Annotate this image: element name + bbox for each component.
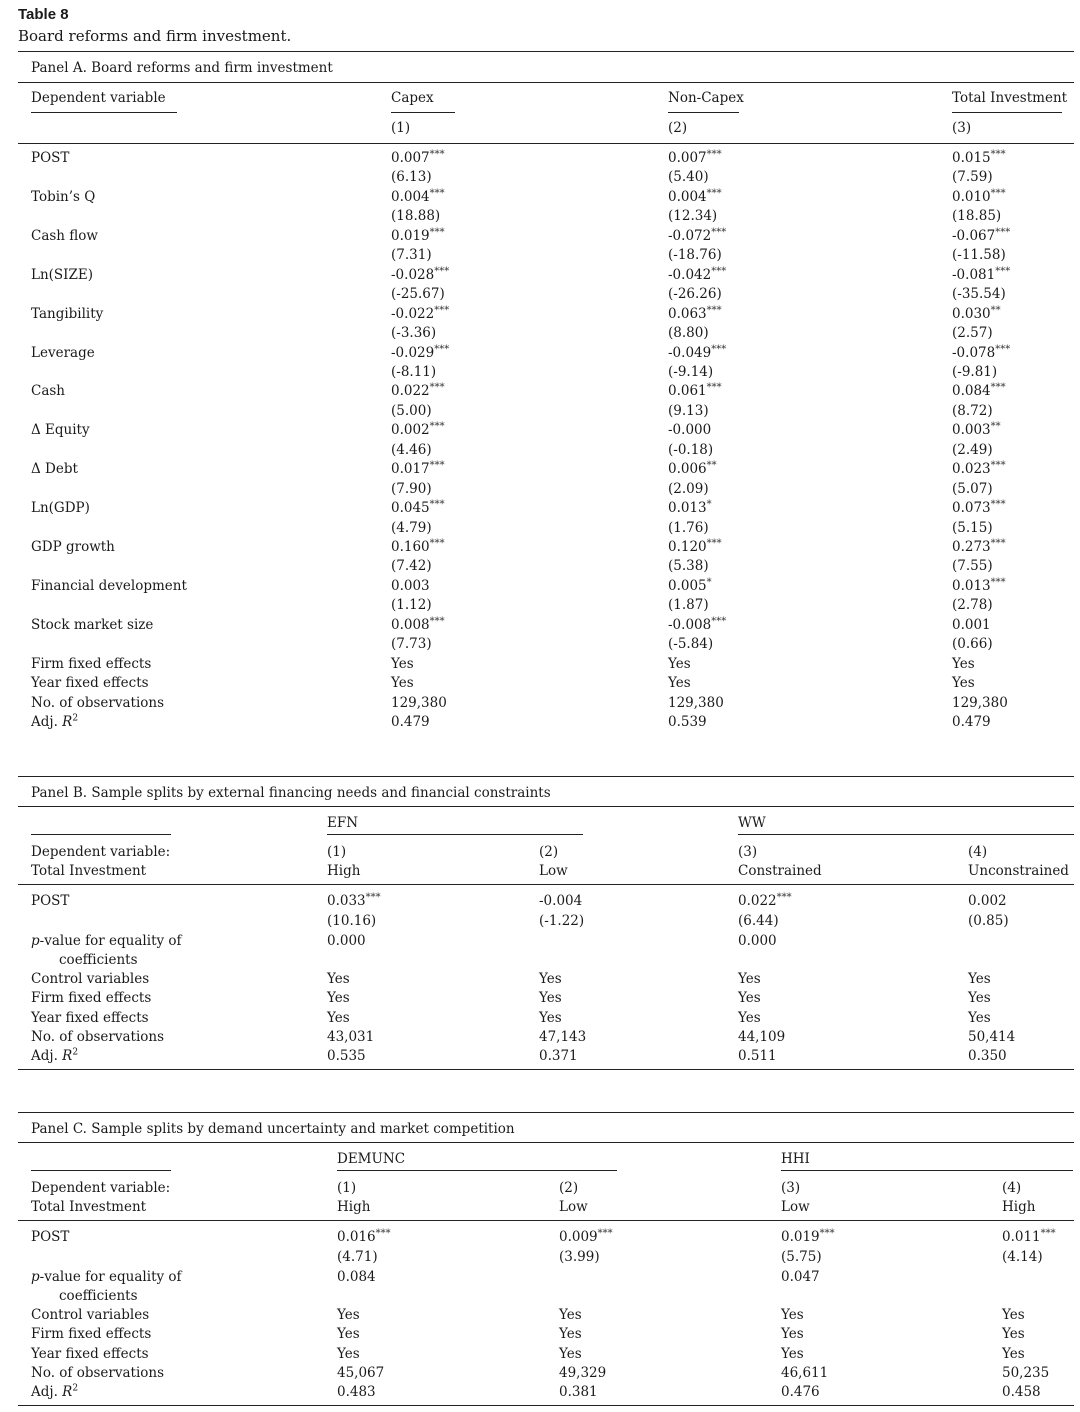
- row-label: Ln(SIZE): [31, 266, 94, 283]
- table-cell: 0.009***: [559, 1228, 613, 1245]
- table-cell: (7.90): [391, 480, 432, 497]
- significance-stars: ***: [995, 265, 1011, 277]
- significance-stars: ***: [429, 538, 445, 549]
- table-rule: [337, 1170, 617, 1171]
- significance-stars: ***: [990, 460, 1006, 472]
- table-cell: 0.381: [559, 1384, 598, 1400]
- table-cell: 0.483: [337, 1384, 376, 1400]
- table-cell: 0.033***: [327, 892, 381, 909]
- table-cell: 46,611: [781, 1365, 829, 1381]
- table-cell: -0.004: [539, 893, 583, 909]
- table-cell: -0.078***: [952, 343, 1011, 361]
- table-rule: [18, 82, 1074, 83]
- table-cell: Yes: [559, 1346, 582, 1362]
- table-rule: [391, 112, 455, 113]
- table-cell: Yes: [559, 1326, 582, 1342]
- table-cell: Yes: [391, 655, 414, 672]
- table-rule: [18, 143, 1074, 144]
- significance-stars: ***: [365, 892, 381, 903]
- table-cell: (-8.11): [391, 363, 437, 380]
- table-cell: 50,235: [1002, 1365, 1050, 1381]
- table-cell: 0.016***: [337, 1228, 391, 1245]
- table-rule: [18, 776, 1074, 777]
- table-cell: (6.44): [738, 913, 779, 929]
- significance-stars: ***: [990, 382, 1006, 394]
- col-num: (1): [337, 1180, 357, 1196]
- table-cell: 0.539: [668, 714, 707, 731]
- table-cell: -0.022***: [391, 304, 450, 322]
- table-cell: 129,380: [391, 694, 447, 711]
- table-rule: [18, 1112, 1074, 1113]
- col-sub: Unconstrained: [968, 863, 1069, 879]
- table-rule: [738, 834, 1074, 835]
- table-cell: (-5.84): [668, 636, 714, 653]
- significance-stars: ***: [434, 304, 450, 316]
- table-cell: Yes: [668, 675, 691, 692]
- panel-a-col-head: Total Investment: [952, 90, 1068, 106]
- significance-stars: ***: [711, 226, 727, 238]
- table-cell: Yes: [337, 1307, 360, 1323]
- row-label: Control variables: [31, 971, 150, 987]
- table-cell: 0.022***: [391, 382, 445, 400]
- table-cell: (4.46): [391, 441, 432, 458]
- table-rule: [31, 112, 177, 113]
- row-label: Adj. $R^2$: [31, 1047, 79, 1064]
- table-cell: Yes: [968, 990, 991, 1006]
- table-rule: [18, 1405, 1074, 1406]
- table-cell: 0.010***: [952, 187, 1006, 205]
- table-cell: 0.023***: [952, 460, 1006, 478]
- table-cell: (-9.81): [952, 363, 998, 380]
- table-cell: 0.013*: [668, 499, 712, 517]
- row-label: POST: [31, 150, 70, 166]
- table-cell: (5.40): [668, 169, 709, 186]
- table-cell: 0.073***: [952, 499, 1006, 517]
- table-cell: (0.85): [968, 913, 1009, 929]
- table-cell: 0.476: [781, 1384, 820, 1400]
- table-cell: (-0.18): [668, 441, 714, 458]
- row-label: Δ Debt: [31, 461, 78, 478]
- table-cell: 0.019***: [781, 1228, 835, 1245]
- table-cell: 0.084: [337, 1269, 376, 1285]
- significance-stars: ***: [990, 538, 1006, 549]
- table-cell: 0.001: [952, 616, 991, 633]
- table-cell: Yes: [539, 971, 562, 987]
- table-cell: (2.78): [952, 597, 993, 614]
- table-cell: (10.16): [327, 913, 377, 929]
- significance-stars: ***: [776, 892, 792, 903]
- table-cell: 0.458: [1002, 1384, 1041, 1400]
- table-cell: Yes: [668, 655, 691, 672]
- table-rule: [668, 112, 739, 113]
- table-cell: 0.535: [327, 1048, 366, 1064]
- significance-stars: ***: [429, 149, 445, 160]
- table-cell: (-35.54): [952, 286, 1006, 303]
- row-label: POST: [31, 893, 70, 909]
- table-cell: (6.13): [391, 169, 432, 186]
- panel-caption: Panel B. Sample splits by external financing needs and financial constraints: [31, 785, 551, 801]
- col-sub: Low: [781, 1199, 810, 1215]
- table-cell: 0.007***: [391, 149, 445, 166]
- row-label: p-value for equality of: [31, 933, 182, 949]
- table-cell: 0.008***: [391, 615, 445, 633]
- row-label: Year fixed effects: [31, 1010, 149, 1026]
- table-cell: Yes: [738, 1010, 761, 1026]
- table-cell: 47,143: [539, 1029, 587, 1045]
- significance-stars: ***: [706, 187, 722, 199]
- table-cell: 50,414: [968, 1029, 1016, 1045]
- table-cell: Yes: [327, 971, 350, 987]
- table-rule: [31, 1170, 171, 1171]
- row-label: Firm fixed effects: [31, 1326, 152, 1342]
- col-sub: Low: [559, 1199, 588, 1215]
- table-cell: Yes: [337, 1326, 360, 1342]
- significance-stars: *: [706, 576, 712, 588]
- table-cell: 0.000: [738, 933, 777, 949]
- table-cell: 0.084***: [952, 382, 1006, 400]
- table-cell: Yes: [1002, 1326, 1025, 1342]
- table-cell: (7.31): [391, 247, 432, 264]
- table-cell: 0.047: [781, 1269, 820, 1285]
- row-label: Cash: [31, 383, 66, 400]
- significance-stars: ***: [434, 343, 450, 355]
- row-label: Year fixed effects: [31, 675, 149, 692]
- row-label: No. of observations: [31, 1029, 165, 1045]
- table-cell: 0.003**: [952, 421, 1001, 439]
- significance-stars: ***: [990, 149, 1006, 160]
- table-cell: (5.38): [668, 558, 709, 575]
- row-label: Firm fixed effects: [31, 990, 152, 1006]
- table-rule: [18, 51, 1074, 52]
- table-cell: Yes: [738, 990, 761, 1006]
- row-label: POST: [31, 1229, 70, 1245]
- table-cell: (8.72): [952, 402, 993, 419]
- significance-stars: ***: [706, 538, 722, 549]
- significance-stars: ***: [1040, 1228, 1056, 1239]
- panel-a-col-num: (1): [391, 120, 411, 136]
- significance-stars: ***: [375, 1228, 391, 1239]
- table-cell: (-25.67): [391, 286, 445, 303]
- significance-stars: ***: [819, 1228, 835, 1239]
- table-cell: Yes: [327, 990, 350, 1006]
- significance-stars: ***: [429, 382, 445, 394]
- table-cell: (9.13): [668, 402, 709, 419]
- row-label: Firm fixed effects: [31, 655, 152, 672]
- table-cell: -0.067***: [952, 226, 1011, 244]
- row-label: Tobin’s Q: [31, 188, 96, 205]
- table-cell: Yes: [968, 1010, 991, 1026]
- table-cell: (4.14): [1002, 1249, 1043, 1265]
- col-num: (1): [327, 844, 347, 860]
- table-cell: 0.479: [952, 714, 991, 731]
- row-label: Cash flow: [31, 227, 98, 244]
- table-cell: 0.030**: [952, 304, 1001, 322]
- table-cell: (8.80): [668, 325, 709, 342]
- row-label: No. of observations: [31, 1365, 165, 1381]
- panel-a-col-num: (2): [668, 120, 688, 136]
- table-title: Table 8: [18, 6, 69, 23]
- dep-label: Total Investment: [31, 863, 147, 879]
- table-cell: 0.019***: [391, 226, 445, 244]
- table-rule: [18, 1069, 1074, 1070]
- row-label: Stock market size: [31, 616, 154, 633]
- table-cell: (5.75): [781, 1249, 822, 1265]
- table-cell: 0.002: [968, 893, 1007, 909]
- table-cell: 0.160***: [391, 538, 445, 555]
- table-cell: Yes: [391, 675, 414, 692]
- significance-stars: ***: [711, 265, 727, 277]
- table-cell: (4.79): [391, 519, 432, 536]
- table-rule: [952, 112, 1062, 113]
- row-label: Control variables: [31, 1307, 150, 1323]
- table-cell: 0.004***: [668, 187, 722, 205]
- table-cell: 0.350: [968, 1048, 1007, 1064]
- table-cell: -0.072***: [668, 226, 727, 244]
- table-cell: 0.002***: [391, 421, 445, 439]
- table-cell: Yes: [1002, 1307, 1025, 1323]
- row-label: Δ Equity: [31, 422, 90, 439]
- table-cell: 0.000: [327, 933, 366, 949]
- significance-stars: **: [706, 460, 717, 472]
- row-label: Tangibility: [31, 305, 104, 322]
- table-cell: -0.028***: [391, 265, 450, 283]
- table-cell: (-18.76): [668, 247, 722, 264]
- table-cell: (-1.22): [539, 913, 585, 929]
- panel-a-dep-label: Dependent variable: [31, 90, 166, 106]
- table-cell: 0.013***: [952, 576, 1006, 594]
- table-cell: (4.71): [337, 1249, 378, 1265]
- table-cell: (7.42): [391, 558, 432, 575]
- table-cell: 0.061***: [668, 382, 722, 400]
- significance-stars: ***: [429, 499, 445, 511]
- table-cell: Yes: [952, 675, 975, 692]
- table-cell: (1.87): [668, 597, 709, 614]
- significance-stars: ***: [995, 226, 1011, 238]
- panel-caption: Panel C. Sample splits by demand uncertainty and market competition: [31, 1121, 515, 1137]
- group-label: EFN: [327, 815, 359, 831]
- table-cell: 0.273***: [952, 538, 1006, 555]
- table-cell: (-9.14): [668, 363, 714, 380]
- table-cell: Yes: [968, 971, 991, 987]
- table-cell: (5.15): [952, 519, 993, 536]
- table-cell: Yes: [738, 971, 761, 987]
- row-label: Leverage: [31, 344, 95, 361]
- table-cell: (3.99): [559, 1249, 600, 1265]
- table-cell: Yes: [781, 1307, 804, 1323]
- table-rule: [18, 806, 1074, 807]
- significance-stars: **: [990, 304, 1001, 316]
- row-label: coefficients: [59, 952, 138, 968]
- table-cell: -0.000: [668, 422, 712, 439]
- col-num: (2): [559, 1180, 579, 1196]
- table-cell: 0.007***: [668, 149, 722, 166]
- panel-a-caption: Panel A. Board reforms and firm investment: [31, 60, 333, 76]
- table-rule: [327, 834, 583, 835]
- table-cell: 43,031: [327, 1029, 375, 1045]
- row-label: Adj. $R^2$: [31, 713, 79, 731]
- table-cell: 0.004***: [391, 187, 445, 205]
- table-cell: 0.003: [391, 577, 430, 594]
- table-rule: [18, 884, 1074, 885]
- group-label: DEMUNC: [337, 1151, 406, 1167]
- table-rule: [18, 1220, 1074, 1221]
- row-label: GDP growth: [31, 539, 115, 555]
- table-cell: 0.005*: [668, 576, 712, 594]
- table-cell: (12.34): [668, 208, 718, 225]
- col-num: (3): [738, 844, 758, 860]
- dep-label: Dependent variable:: [31, 1180, 171, 1196]
- col-num: (3): [781, 1180, 801, 1196]
- table-cell: (-3.36): [391, 325, 437, 342]
- row-label: coefficients: [59, 1288, 138, 1304]
- table-cell: Yes: [781, 1326, 804, 1342]
- table-cell: 44,109: [738, 1029, 786, 1045]
- col-num: (4): [1002, 1180, 1022, 1196]
- table-cell: (2.49): [952, 441, 993, 458]
- table-subtitle: Board reforms and firm investment.: [18, 27, 292, 45]
- panel-a-col-head: Capex: [391, 90, 434, 106]
- table-cell: 129,380: [668, 694, 724, 711]
- table-cell: Yes: [539, 990, 562, 1006]
- table-cell: (5.00): [391, 402, 432, 419]
- row-label: Financial development: [31, 577, 187, 594]
- table-cell: 0.045***: [391, 499, 445, 517]
- table-cell: (18.88): [391, 208, 441, 225]
- table-cell: -0.008***: [668, 615, 727, 633]
- dep-label: Dependent variable:: [31, 844, 171, 860]
- table-cell: 0.479: [391, 714, 430, 731]
- row-label: Year fixed effects: [31, 1346, 149, 1362]
- table-cell: (7.59): [952, 169, 993, 186]
- group-label: WW: [738, 815, 766, 831]
- table-cell: 0.017***: [391, 460, 445, 478]
- table-cell: 0.015***: [952, 149, 1006, 166]
- table-cell: (-26.26): [668, 286, 722, 303]
- significance-stars: ***: [597, 1228, 613, 1239]
- table-cell: (1.12): [391, 597, 432, 614]
- significance-stars: ***: [706, 304, 722, 316]
- table-cell: Yes: [1002, 1346, 1025, 1362]
- table-cell: -0.081***: [952, 265, 1011, 283]
- table-cell: -0.042***: [668, 265, 727, 283]
- col-num: (4): [968, 844, 988, 860]
- table-cell: 45,067: [337, 1365, 385, 1381]
- significance-stars: ***: [434, 265, 450, 277]
- significance-stars: ***: [429, 226, 445, 238]
- table-cell: Yes: [559, 1307, 582, 1323]
- significance-stars: ***: [706, 382, 722, 394]
- significance-stars: ***: [429, 615, 445, 627]
- table-cell: Yes: [781, 1346, 804, 1362]
- panel-a-col-head: Non-Capex: [668, 90, 744, 106]
- significance-stars: ***: [990, 187, 1006, 199]
- table-cell: -0.049***: [668, 343, 727, 361]
- table-cell: 0.511: [738, 1048, 777, 1064]
- table-rule: [781, 1170, 1073, 1171]
- dep-label: Total Investment: [31, 1199, 147, 1215]
- table-cell: 0.063***: [668, 304, 722, 322]
- col-num: (2): [539, 844, 559, 860]
- table-cell: (7.55): [952, 558, 993, 575]
- table-cell: 0.011***: [1002, 1228, 1056, 1245]
- col-sub: High: [327, 863, 361, 879]
- table-cell: (2.09): [668, 480, 709, 497]
- significance-stars: ***: [429, 421, 445, 433]
- table-cell: 49,329: [559, 1365, 607, 1381]
- table-cell: Yes: [952, 655, 975, 672]
- table-cell: (18.85): [952, 208, 1002, 225]
- col-sub: High: [1002, 1199, 1036, 1215]
- significance-stars: **: [990, 421, 1001, 433]
- significance-stars: ***: [995, 343, 1011, 355]
- significance-stars: ***: [711, 343, 727, 355]
- table-cell: 0.022***: [738, 892, 792, 909]
- row-label: Ln(GDP): [31, 500, 90, 517]
- table-cell: (1.76): [668, 519, 709, 536]
- col-sub: High: [337, 1199, 371, 1215]
- table-cell: Yes: [327, 1010, 350, 1026]
- table-cell: (-11.58): [952, 247, 1006, 264]
- row-label: Adj. $R^2$: [31, 1383, 79, 1400]
- significance-stars: ***: [990, 499, 1006, 511]
- table-cell: 0.371: [539, 1048, 578, 1064]
- panel-a-col-num: (3): [952, 120, 972, 136]
- significance-stars: ***: [706, 149, 722, 160]
- row-label: p-value for equality of: [31, 1269, 182, 1285]
- significance-stars: ***: [429, 187, 445, 199]
- table-cell: 0.006**: [668, 460, 717, 478]
- col-sub: Low: [539, 863, 568, 879]
- col-sub: Constrained: [738, 863, 822, 879]
- table-rule: [18, 1142, 1074, 1143]
- table-cell: 129,380: [952, 694, 1008, 711]
- significance-stars: *: [706, 499, 712, 511]
- table-cell: Yes: [539, 1010, 562, 1026]
- row-label: No. of observations: [31, 694, 165, 711]
- significance-stars: ***: [711, 615, 727, 627]
- table-cell: 0.120***: [668, 538, 722, 555]
- table-cell: (0.66): [952, 636, 993, 653]
- table-cell: -0.029***: [391, 343, 450, 361]
- table-cell: (5.07): [952, 480, 993, 497]
- group-label: HHI: [781, 1151, 810, 1167]
- table-cell: Yes: [337, 1346, 360, 1362]
- table-rule: [31, 834, 171, 835]
- table-cell: (2.57): [952, 325, 993, 342]
- significance-stars: ***: [429, 460, 445, 472]
- significance-stars: ***: [990, 576, 1006, 588]
- table-cell: (7.73): [391, 636, 432, 653]
